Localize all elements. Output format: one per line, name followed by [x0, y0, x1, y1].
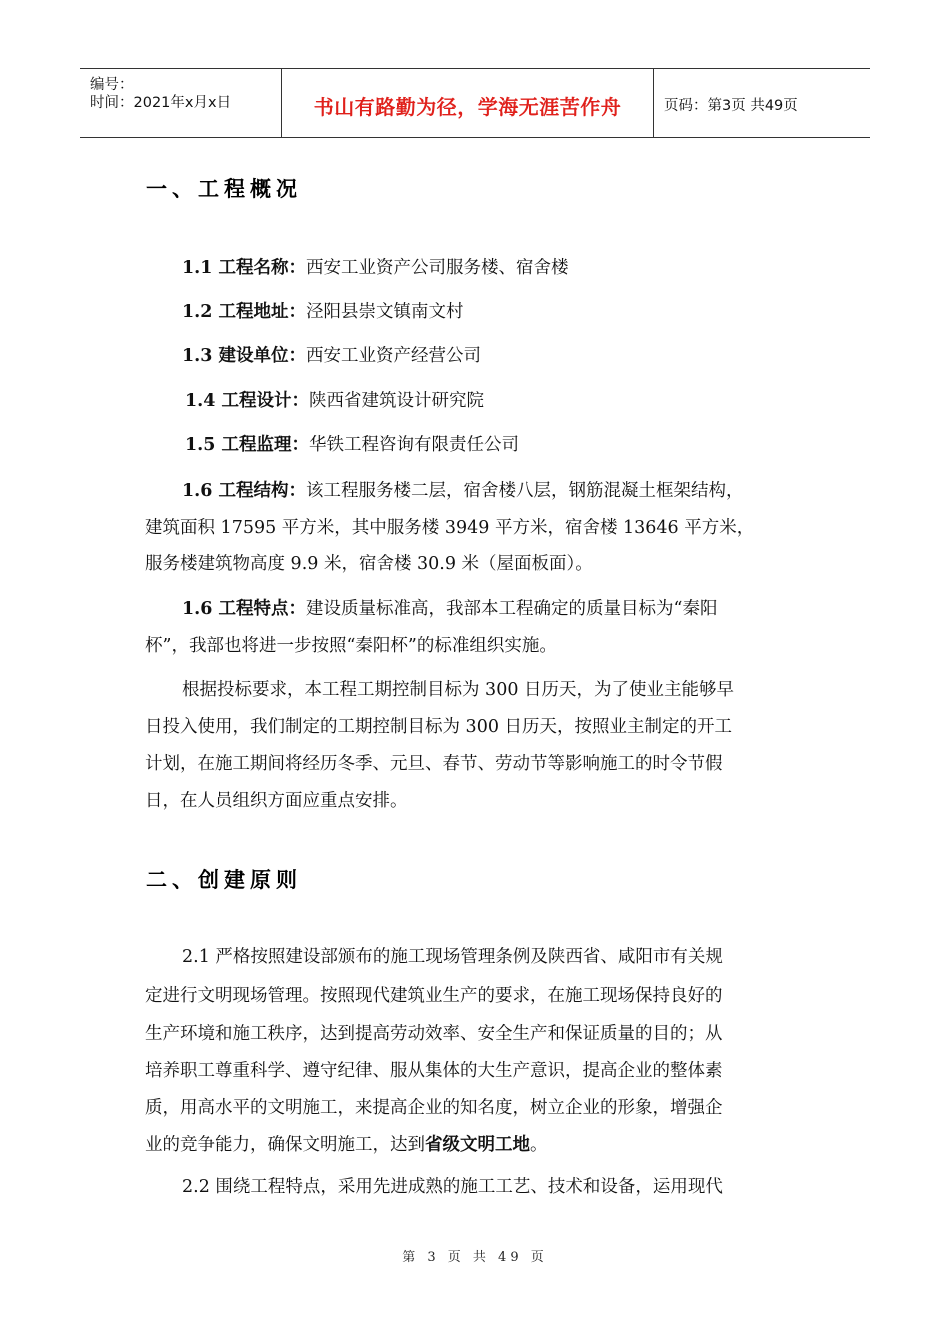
- item-designer: [185, 387, 484, 412]
- item-project-name: [182, 254, 569, 279]
- item-label: 1.5 工程监理：: [185, 435, 310, 455]
- principle-line-4: 培养职工尊重科学、遵守纪律、服从集体的大生产意识，提高企业的整体素: [145, 1061, 723, 1081]
- item-supervisor: [185, 431, 519, 456]
- principle-line-3: 生产环境和施工秩序，达到提高劳动效率、安全生产和保证质量的目的；从: [145, 1024, 723, 1044]
- principle-line-6: [145, 1131, 548, 1156]
- number-label: 编号：: [90, 77, 134, 93]
- structure-line-3: 服务楼建筑物高度 9.9 米，宿舍楼 30.9 米（屋面板面）。: [145, 554, 593, 574]
- time-label: 时间：2021年x月x日: [90, 95, 232, 111]
- item-label: 1.3 建设单位：: [182, 346, 307, 366]
- page-label: 页码：第3页 共49页: [664, 98, 798, 114]
- page-footer: 第 3 页 共 49 页: [402, 1250, 548, 1265]
- header-meta-cell: [80, 69, 282, 137]
- item-value: 陕西省建筑设计研究院: [309, 391, 485, 411]
- schedule-line-3: 计划，在施工期间将经历冬季、元旦、春节、劳动节等影响施工的时令节假: [145, 754, 723, 774]
- features-line-1: [182, 595, 718, 620]
- motto: 书山有路勤为径，学海无涯苦作舟: [313, 95, 622, 119]
- principle-line-1: 2.1 严格按照建设部颁布的施工现场管理条例及陕西省、咸阳市有关规: [182, 947, 723, 967]
- features-text: 建设质量标准高，我部本工程确定的质量目标为“秦阳: [306, 599, 718, 619]
- features-label: 1.6 工程特点：: [182, 599, 307, 619]
- item-label: 1.1 工程名称：: [182, 258, 307, 278]
- item-value: 西安工业资产经营公司: [306, 346, 482, 366]
- principle-line-5: 质，用高水平的文明施工，来提高企业的知名度，树立企业的形象，增强企: [145, 1098, 723, 1118]
- structure-text: 该工程服务楼二层，宿舍楼八层，钢筋混凝土框架结构，: [306, 481, 744, 501]
- structure-label: 1.6 工程结构：: [182, 481, 307, 501]
- header-motto-cell: [282, 69, 654, 137]
- item-label: 1.4 工程设计：: [185, 391, 310, 411]
- schedule-line-2: 日投入使用，我们制定的工期控制目标为 300 日历天，按照业主制定的开工: [145, 717, 733, 737]
- page-header: [80, 68, 870, 138]
- structure-line-2: 建筑面积 17595 平方米，其中服务楼 3949 平方米，宿舍楼 13646 平方米，: [145, 518, 755, 538]
- goal-highlight: 省级文明工地: [425, 1135, 530, 1155]
- schedule-line-1: 根据投标要求，本工程工期控制目标为 300 日历天，为了使业主能够早: [182, 680, 735, 700]
- section2-title: 二、创建原则: [146, 868, 302, 892]
- schedule-line-4: 日，在人员组织方面应重点安排。: [145, 791, 408, 811]
- section1-title: 一、工程概况: [146, 177, 302, 201]
- item-label: 1.2 工程地址：: [182, 302, 307, 322]
- item-builder: [182, 342, 481, 367]
- item-project-address: [182, 298, 464, 323]
- principle-text-end: 。: [530, 1135, 548, 1155]
- features-line-2: 杯”，我部也将进一步按照“秦阳杯”的标准组织实施。: [145, 636, 557, 656]
- principle-line-2: 定进行文明现场管理。按照现代建筑业生产的要求，在施工现场保持良好的: [145, 986, 723, 1006]
- header-page-cell: [655, 69, 870, 137]
- structure-line-1: [182, 477, 744, 502]
- item-value: 西安工业资产公司服务楼、宿舍楼: [306, 258, 569, 278]
- item-value: 泾阳县崇文镇南文村: [306, 302, 464, 322]
- item-value: 华铁工程咨询有限责任公司: [309, 435, 520, 455]
- principle2-line-1: 2.2 围绕工程特点，采用先进成熟的施工工艺、技术和设备，运用现代: [182, 1177, 723, 1197]
- principle-text: 业的竞争能力，确保文明施工，达到: [145, 1135, 425, 1155]
